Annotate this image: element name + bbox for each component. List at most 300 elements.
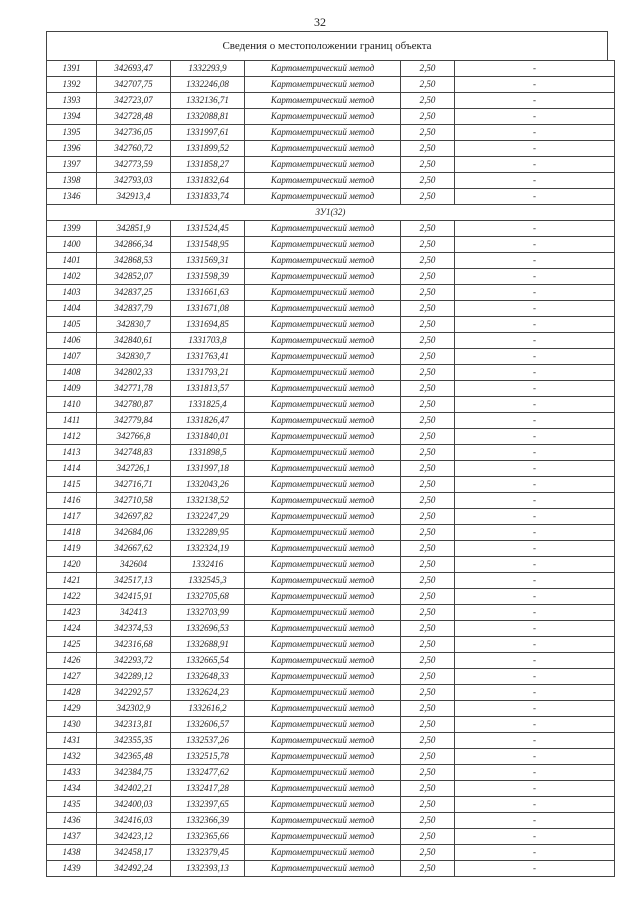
table-row [47,637,615,653]
table-row [47,253,615,269]
accuracy-cell: 2,50 [401,637,455,653]
description-cell: - [455,109,615,125]
method-cell: Картометрический метод [245,317,401,333]
point-number: 1433 [47,765,97,781]
point-number: 1407 [47,349,97,365]
description-cell: - [455,701,615,717]
coord-y: 1332379,45 [171,845,245,861]
coord-y: 1332648,33 [171,669,245,685]
point-number: 1400 [47,237,97,253]
point-number: 1425 [47,637,97,653]
point-number: 1392 [47,77,97,93]
coord-x: 342416,03 [97,813,171,829]
coord-x: 342289,12 [97,669,171,685]
method-cell: Картометрический метод [245,765,401,781]
method-cell: Картометрический метод [245,125,401,141]
table-row [47,525,615,541]
method-cell: Картометрический метод [245,557,401,573]
method-cell: Картометрический метод [245,77,401,93]
table-row [47,109,615,125]
description-cell: - [455,349,615,365]
accuracy-cell: 2,50 [401,189,455,205]
rows-before-section [47,61,615,205]
coord-x: 342697,82 [97,509,171,525]
method-cell: Картометрический метод [245,381,401,397]
accuracy-cell: 2,50 [401,317,455,333]
description-cell: - [455,269,615,285]
coord-y: 1331813,57 [171,381,245,397]
point-number: 1426 [47,653,97,669]
accuracy-cell: 2,50 [401,269,455,285]
coord-x: 342779,84 [97,413,171,429]
accuracy-cell: 2,50 [401,621,455,637]
method-cell: Картометрический метод [245,477,401,493]
table-row [47,509,615,525]
table-row [47,61,615,77]
accuracy-cell: 2,50 [401,845,455,861]
method-cell: Картометрический метод [245,749,401,765]
description-cell: - [455,797,615,813]
point-number: 1429 [47,701,97,717]
point-number: 1431 [47,733,97,749]
rows-after-section [47,221,615,877]
description-cell: - [455,157,615,173]
point-number: 1404 [47,301,97,317]
method-cell: Картометрический метод [245,733,401,749]
point-number: 1406 [47,333,97,349]
accuracy-cell: 2,50 [401,109,455,125]
coord-y: 1331763,41 [171,349,245,365]
point-number: 1391 [47,61,97,77]
point-number: 1397 [47,157,97,173]
coord-y: 1331598,39 [171,269,245,285]
coord-x: 342728,48 [97,109,171,125]
table-row [47,93,615,109]
point-number: 1402 [47,269,97,285]
table-row [47,333,615,349]
description-cell: - [455,733,615,749]
accuracy-cell: 2,50 [401,381,455,397]
coord-x: 342760,72 [97,141,171,157]
coord-y: 1331899,52 [171,141,245,157]
method-cell: Картометрический метод [245,413,401,429]
method-cell: Картометрический метод [245,461,401,477]
coord-x: 342830,7 [97,349,171,365]
method-cell: Картометрический метод [245,333,401,349]
accuracy-cell: 2,50 [401,333,455,349]
coord-x: 342693,47 [97,61,171,77]
method-cell: Картометрический метод [245,157,401,173]
coord-y: 1332515,78 [171,749,245,765]
coord-y: 1332043,26 [171,477,245,493]
description-cell: - [455,493,615,509]
coord-y: 1331833,74 [171,189,245,205]
point-number: 1434 [47,781,97,797]
coord-x: 342313,81 [97,717,171,733]
table-row [47,541,615,557]
coord-x: 342771,78 [97,381,171,397]
accuracy-cell: 2,50 [401,253,455,269]
point-number: 1393 [47,93,97,109]
accuracy-cell: 2,50 [401,221,455,237]
description-cell: - [455,845,615,861]
section-header [47,205,615,221]
coord-y: 1332366,39 [171,813,245,829]
description-cell: - [455,397,615,413]
accuracy-cell: 2,50 [401,413,455,429]
coord-x: 342374,53 [97,621,171,637]
point-number: 1428 [47,685,97,701]
point-number: 1396 [47,141,97,157]
point-number: 1411 [47,413,97,429]
point-number: 1415 [47,477,97,493]
accuracy-cell: 2,50 [401,301,455,317]
coord-x: 342302,9 [97,701,171,717]
accuracy-cell: 2,50 [401,829,455,845]
table-row [47,717,615,733]
point-number: 1417 [47,509,97,525]
table-row [47,125,615,141]
accuracy-cell: 2,50 [401,813,455,829]
coord-y: 1331661,63 [171,285,245,301]
coord-y: 1332138,52 [171,493,245,509]
section-label: ЗУ1(32) [47,205,615,221]
coord-x: 342492,24 [97,861,171,877]
description-cell: - [455,589,615,605]
coord-x: 342766,8 [97,429,171,445]
coord-y: 1332247,29 [171,509,245,525]
point-number: 1416 [47,493,97,509]
coord-x: 342316,68 [97,637,171,653]
point-number: 1394 [47,109,97,125]
coord-x: 342292,57 [97,685,171,701]
coord-x: 342726,1 [97,461,171,477]
table-row [47,397,615,413]
table-row [47,653,615,669]
table-row [47,573,615,589]
table-row [47,765,615,781]
description-cell: - [455,749,615,765]
description-cell: - [455,781,615,797]
method-cell: Картометрический метод [245,173,401,189]
accuracy-cell: 2,50 [401,797,455,813]
description-cell: - [455,253,615,269]
table-row [47,669,615,685]
table-title: Сведения о местоположении границ объекта [46,31,608,60]
coord-x: 342736,05 [97,125,171,141]
method-cell: Картометрический метод [245,637,401,653]
description-cell: - [455,301,615,317]
method-cell: Картометрический метод [245,685,401,701]
accuracy-cell: 2,50 [401,525,455,541]
coord-x: 342400,03 [97,797,171,813]
point-number: 1401 [47,253,97,269]
description-cell: - [455,413,615,429]
table-row [47,733,615,749]
coord-y: 1331825,4 [171,397,245,413]
method-cell: Картометрический метод [245,141,401,157]
coord-x: 342458,17 [97,845,171,861]
method-cell: Картометрический метод [245,365,401,381]
coord-y: 1332703,99 [171,605,245,621]
description-cell: - [455,621,615,637]
coord-x: 342748,83 [97,445,171,461]
table-row [47,749,615,765]
point-number: 1412 [47,429,97,445]
method-cell: Картометрический метод [245,397,401,413]
method-cell: Картометрический метод [245,61,401,77]
coord-x: 342423,12 [97,829,171,845]
method-cell: Картометрический метод [245,349,401,365]
accuracy-cell: 2,50 [401,781,455,797]
accuracy-cell: 2,50 [401,285,455,301]
table-row [47,269,615,285]
description-cell: - [455,829,615,845]
boundary-table-frame [46,31,608,877]
coord-y: 1332477,62 [171,765,245,781]
table-row [47,813,615,829]
accuracy-cell: 2,50 [401,237,455,253]
description-cell: - [455,189,615,205]
table-row [47,77,615,93]
accuracy-cell: 2,50 [401,61,455,77]
point-number: 1438 [47,845,97,861]
coord-x: 342793,03 [97,173,171,189]
method-cell: Картометрический метод [245,717,401,733]
method-cell: Картометрический метод [245,861,401,877]
point-number: 1403 [47,285,97,301]
point-number: 1418 [47,525,97,541]
point-number: 1399 [47,221,97,237]
description-cell: - [455,237,615,253]
accuracy-cell: 2,50 [401,653,455,669]
method-cell: Картометрический метод [245,189,401,205]
coord-y: 1332393,13 [171,861,245,877]
description-cell: - [455,669,615,685]
method-cell: Картометрический метод [245,237,401,253]
coord-y: 1332416 [171,557,245,573]
table-row [47,413,615,429]
coord-x: 342384,75 [97,765,171,781]
point-number: 1421 [47,573,97,589]
description-cell: - [455,477,615,493]
accuracy-cell: 2,50 [401,541,455,557]
point-number: 1435 [47,797,97,813]
description-cell: - [455,429,615,445]
coord-x: 342840,61 [97,333,171,349]
point-number: 1432 [47,749,97,765]
table-row [47,621,615,637]
coord-y: 1331997,18 [171,461,245,477]
method-cell: Картометрический метод [245,493,401,509]
point-number: 1346 [47,189,97,205]
description-cell: - [455,861,615,877]
method-cell: Картометрический метод [245,701,401,717]
method-cell: Картометрический метод [245,253,401,269]
description-cell: - [455,365,615,381]
point-number: 1405 [47,317,97,333]
method-cell: Картометрический метод [245,269,401,285]
description-cell: - [455,93,615,109]
point-number: 1422 [47,589,97,605]
table-row [47,317,615,333]
point-number: 1430 [47,717,97,733]
table-row [47,861,615,877]
accuracy-cell: 2,50 [401,573,455,589]
coord-x: 342723,07 [97,93,171,109]
description-cell: - [455,509,615,525]
coord-x: 342868,53 [97,253,171,269]
coord-y: 1332324,19 [171,541,245,557]
table-row [47,701,615,717]
coord-y: 1332624,23 [171,685,245,701]
method-cell: Картометрический метод [245,93,401,109]
point-number: 1436 [47,813,97,829]
accuracy-cell: 2,50 [401,77,455,93]
description-cell: - [455,333,615,349]
point-number: 1424 [47,621,97,637]
coord-y: 1331548,95 [171,237,245,253]
point-number: 1437 [47,829,97,845]
table-row [47,285,615,301]
point-number: 1410 [47,397,97,413]
coord-x: 342293,72 [97,653,171,669]
description-cell: - [455,765,615,781]
method-cell: Картометрический метод [245,589,401,605]
accuracy-cell: 2,50 [401,173,455,189]
coord-y: 1332696,53 [171,621,245,637]
coord-x: 342667,62 [97,541,171,557]
coord-y: 1331793,21 [171,365,245,381]
table-row [47,173,615,189]
description-cell: - [455,317,615,333]
coord-y: 1331840,01 [171,429,245,445]
table-row [47,605,615,621]
accuracy-cell: 2,50 [401,125,455,141]
coord-y: 1331858,27 [171,157,245,173]
coord-x: 342413 [97,605,171,621]
description-cell: - [455,685,615,701]
coord-y: 1331898,5 [171,445,245,461]
method-cell: Картометрический метод [245,669,401,685]
accuracy-cell: 2,50 [401,861,455,877]
method-cell: Картометрический метод [245,509,401,525]
table-row [47,477,615,493]
coord-x: 342802,33 [97,365,171,381]
accuracy-cell: 2,50 [401,93,455,109]
coord-x: 342402,21 [97,781,171,797]
accuracy-cell: 2,50 [401,445,455,461]
table-row [47,797,615,813]
coord-x: 342837,79 [97,301,171,317]
coord-y: 1332616,2 [171,701,245,717]
accuracy-cell: 2,50 [401,365,455,381]
coord-y: 1332705,68 [171,589,245,605]
table-row [47,685,615,701]
accuracy-cell: 2,50 [401,349,455,365]
method-cell: Картометрический метод [245,285,401,301]
coord-y: 1331826,47 [171,413,245,429]
coord-y: 1332246,08 [171,77,245,93]
method-cell: Картометрический метод [245,221,401,237]
accuracy-cell: 2,50 [401,461,455,477]
coord-y: 1332688,91 [171,637,245,653]
accuracy-cell: 2,50 [401,733,455,749]
coord-y: 1331694,85 [171,317,245,333]
table-row [47,493,615,509]
coord-y: 1332417,28 [171,781,245,797]
table-row [47,589,615,605]
description-cell: - [455,525,615,541]
coord-x: 342830,7 [97,317,171,333]
coord-y: 1331703,8 [171,333,245,349]
coord-y: 1332665,54 [171,653,245,669]
description-cell: - [455,125,615,141]
coord-x: 342913,4 [97,189,171,205]
coord-x: 342852,07 [97,269,171,285]
accuracy-cell: 2,50 [401,701,455,717]
table-row [47,829,615,845]
coord-y: 1332088,81 [171,109,245,125]
method-cell: Картометрический метод [245,301,401,317]
coord-y: 1332136,71 [171,93,245,109]
point-number: 1423 [47,605,97,621]
coord-y: 1332289,95 [171,525,245,541]
point-number: 1414 [47,461,97,477]
table-row [47,381,615,397]
table-row [47,301,615,317]
page-number: 32 [314,15,326,29]
accuracy-cell: 2,50 [401,477,455,493]
section-row [47,205,615,221]
point-number: 1413 [47,445,97,461]
description-cell: - [455,77,615,93]
description-cell: - [455,381,615,397]
description-cell: - [455,813,615,829]
accuracy-cell: 2,50 [401,157,455,173]
accuracy-cell: 2,50 [401,765,455,781]
description-cell: - [455,637,615,653]
coord-x: 342604 [97,557,171,573]
accuracy-cell: 2,50 [401,669,455,685]
point-number: 1408 [47,365,97,381]
table-row [47,461,615,477]
coord-y: 1331997,61 [171,125,245,141]
table-row [47,781,615,797]
description-cell: - [455,445,615,461]
method-cell: Картометрический метод [245,653,401,669]
table-row [47,557,615,573]
point-number: 1420 [47,557,97,573]
method-cell: Картометрический метод [245,445,401,461]
accuracy-cell: 2,50 [401,493,455,509]
description-cell: - [455,605,615,621]
method-cell: Картометрический метод [245,541,401,557]
description-cell: - [455,61,615,77]
table-row [47,237,615,253]
coord-x: 342851,9 [97,221,171,237]
accuracy-cell: 2,50 [401,717,455,733]
description-cell: - [455,285,615,301]
method-cell: Картометрический метод [245,429,401,445]
point-number: 1395 [47,125,97,141]
accuracy-cell: 2,50 [401,509,455,525]
coord-x: 342355,35 [97,733,171,749]
point-number: 1419 [47,541,97,557]
accuracy-cell: 2,50 [401,557,455,573]
coord-y: 1332365,66 [171,829,245,845]
method-cell: Картометрический метод [245,813,401,829]
